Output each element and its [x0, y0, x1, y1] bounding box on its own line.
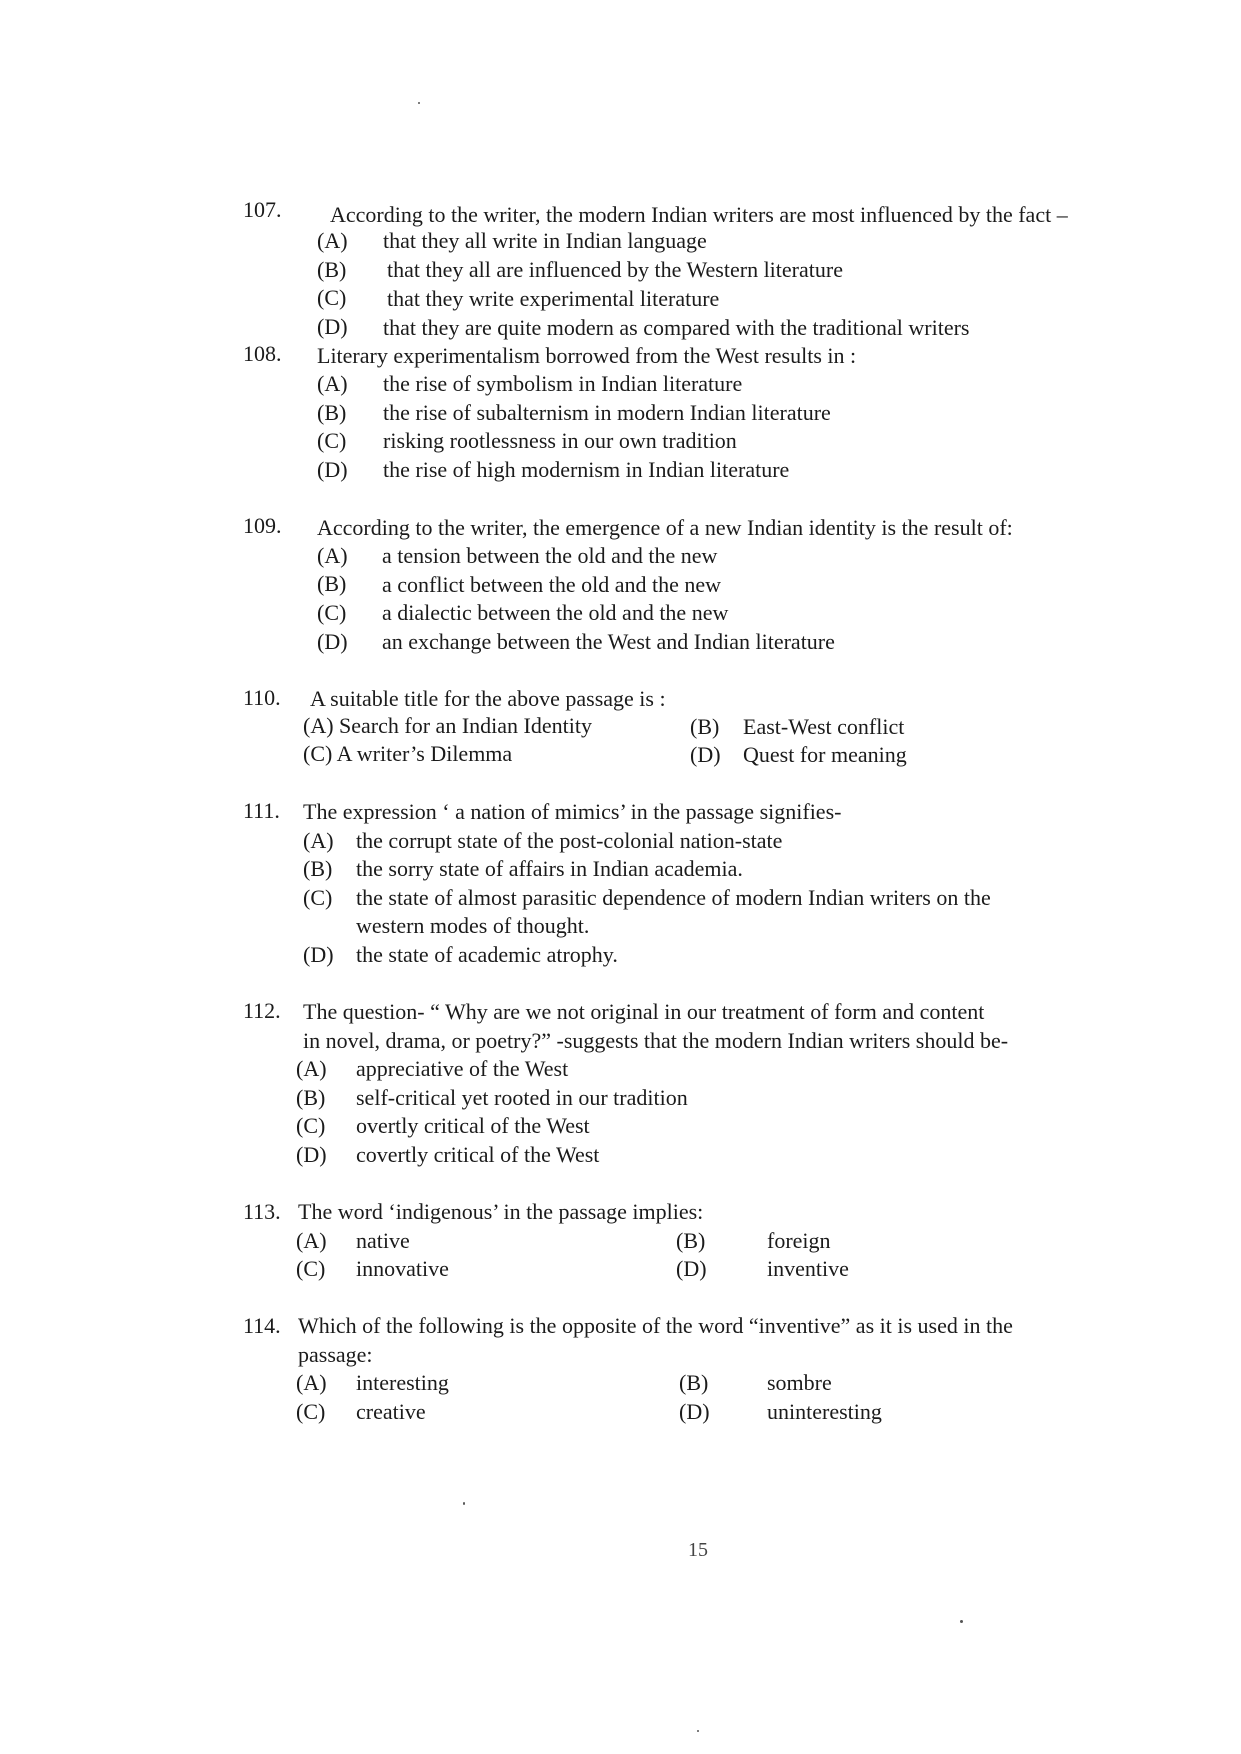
option-text: covertly critical of the West — [356, 1142, 600, 1167]
option-text: that they write experimental literature — [387, 286, 720, 311]
option-text: the corrupt state of the post-colonial nation-state — [356, 828, 783, 853]
option-label: (C) — [296, 1399, 326, 1424]
option-text: native — [356, 1228, 410, 1253]
question-stem: According to the writer, the modern Indian writers are most influenced by the fact – — [330, 202, 1068, 227]
option-label: (C) — [296, 1113, 326, 1138]
question-stem: According to the writer, the emergence of a new Indian identity is the result of: — [317, 515, 1013, 540]
option-item — [303, 712, 592, 740]
option-text: a tension between the old and the new — [382, 543, 718, 568]
option-label: (D) — [679, 1399, 710, 1424]
option-label: (B) — [296, 1085, 326, 1110]
question-stem: Literary experimentalism borrowed from the West results in : — [317, 343, 857, 368]
option-label: (A) — [317, 371, 348, 396]
question-number: 113. — [243, 1199, 281, 1224]
option-text: innovative — [356, 1256, 449, 1281]
option-label: (B) — [317, 257, 347, 282]
option-text: inventive — [767, 1256, 849, 1281]
option-text: sombre — [767, 1370, 832, 1395]
question-stem-continuation: passage: — [298, 1342, 373, 1367]
option-text: the rise of symbolism in Indian literature — [383, 371, 743, 396]
option-label: (A) — [296, 1056, 327, 1081]
option-text: overtly critical of the West — [356, 1113, 590, 1138]
option-text: that they all are influenced by the Western literature — [387, 257, 843, 282]
option-label: (C) — [317, 428, 347, 453]
option-text: Quest for meaning — [743, 742, 907, 767]
question-number: 108. — [243, 341, 282, 366]
question-stem: The expression ‘ a nation of mimics’ in the passage signifies- — [303, 799, 842, 824]
scan-speck — [960, 1620, 963, 1623]
question-number: 114. — [243, 1313, 281, 1338]
option-label: (B) — [679, 1370, 709, 1395]
option-text: a dialectic between the old and the new — [382, 600, 729, 625]
option-label: (D) — [317, 314, 348, 339]
scan-speck — [418, 102, 420, 104]
option-label: (A) — [317, 543, 348, 568]
option-text: the sorry state of affairs in Indian academia. — [356, 856, 743, 881]
option-text: the rise of high modernism in Indian literature — [383, 457, 790, 482]
option-label: (C) — [296, 1256, 326, 1281]
option-label: (A) — [303, 713, 334, 738]
option-label: (A) — [303, 828, 334, 853]
option-text-continuation: western modes of thought. — [356, 913, 590, 938]
option-text: East-West conflict — [743, 714, 905, 739]
question-number: 107. — [243, 197, 282, 222]
option-label: (A) — [296, 1370, 327, 1395]
option-item — [303, 740, 512, 768]
question-number: 111. — [243, 798, 280, 823]
option-label: (B) — [317, 400, 347, 425]
option-label: (C) — [317, 285, 347, 310]
question-stem: The word ‘indigenous’ in the passage implies: — [298, 1199, 704, 1224]
option-text: uninteresting — [767, 1399, 882, 1424]
option-label: (D) — [303, 942, 334, 967]
page-number: 15 — [688, 1539, 708, 1561]
question-stem-continuation: in novel, drama, or poetry?” -suggests that the modern Indian writers should be- — [303, 1028, 1009, 1053]
option-text: that they are quite modern as compared with the traditional writers — [383, 315, 970, 340]
option-text: the state of academic atrophy. — [356, 942, 618, 967]
option-text: interesting — [356, 1370, 449, 1395]
option-text: an exchange between the West and Indian literature — [382, 629, 835, 654]
option-text: self-critical yet rooted in our tradition — [356, 1085, 688, 1110]
option-text: the rise of subalternism in modern Indian literature — [383, 400, 831, 425]
option-label: (B) — [690, 714, 720, 739]
option-text: a conflict between the old and the new — [382, 572, 722, 597]
option-text: Search for an Indian Identity — [339, 713, 592, 738]
option-label: (A) — [296, 1228, 327, 1253]
option-label: (B) — [303, 856, 333, 881]
option-label: (C) — [303, 741, 333, 766]
option-label: (C) — [303, 885, 333, 910]
option-text: the state of almost parasitic dependence of modern Indian writers on the — [356, 885, 991, 910]
option-label: (A) — [317, 228, 348, 253]
option-label: (B) — [676, 1228, 706, 1253]
scan-speck — [697, 1730, 699, 1732]
question-number: 112. — [243, 998, 281, 1023]
option-text: appreciative of the West — [356, 1056, 569, 1081]
scan-speck — [463, 1502, 465, 1505]
option-label: (D) — [676, 1256, 707, 1281]
question-number: 110. — [243, 685, 281, 710]
option-text: that they all write in Indian language — [383, 228, 707, 253]
option-label: (B) — [317, 571, 347, 596]
option-text: A writer’s Dilemma — [336, 741, 513, 766]
option-text: risking rootlessness in our own tradition — [383, 428, 737, 453]
option-text: foreign — [767, 1228, 831, 1253]
option-label: (D) — [317, 629, 348, 654]
option-label: (D) — [690, 742, 721, 767]
option-label: (D) — [296, 1142, 327, 1167]
question-number: 109. — [243, 513, 282, 538]
option-label: (D) — [317, 457, 348, 482]
question-stem: Which of the following is the opposite of the word “inventive” as it is used in the — [298, 1313, 1013, 1338]
question-stem: A suitable title for the above passage is : — [310, 686, 666, 711]
option-label: (C) — [317, 600, 347, 625]
option-text: creative — [356, 1399, 426, 1424]
question-stem: The question- “ Why are we not original in our treatment of form and content — [303, 999, 985, 1024]
